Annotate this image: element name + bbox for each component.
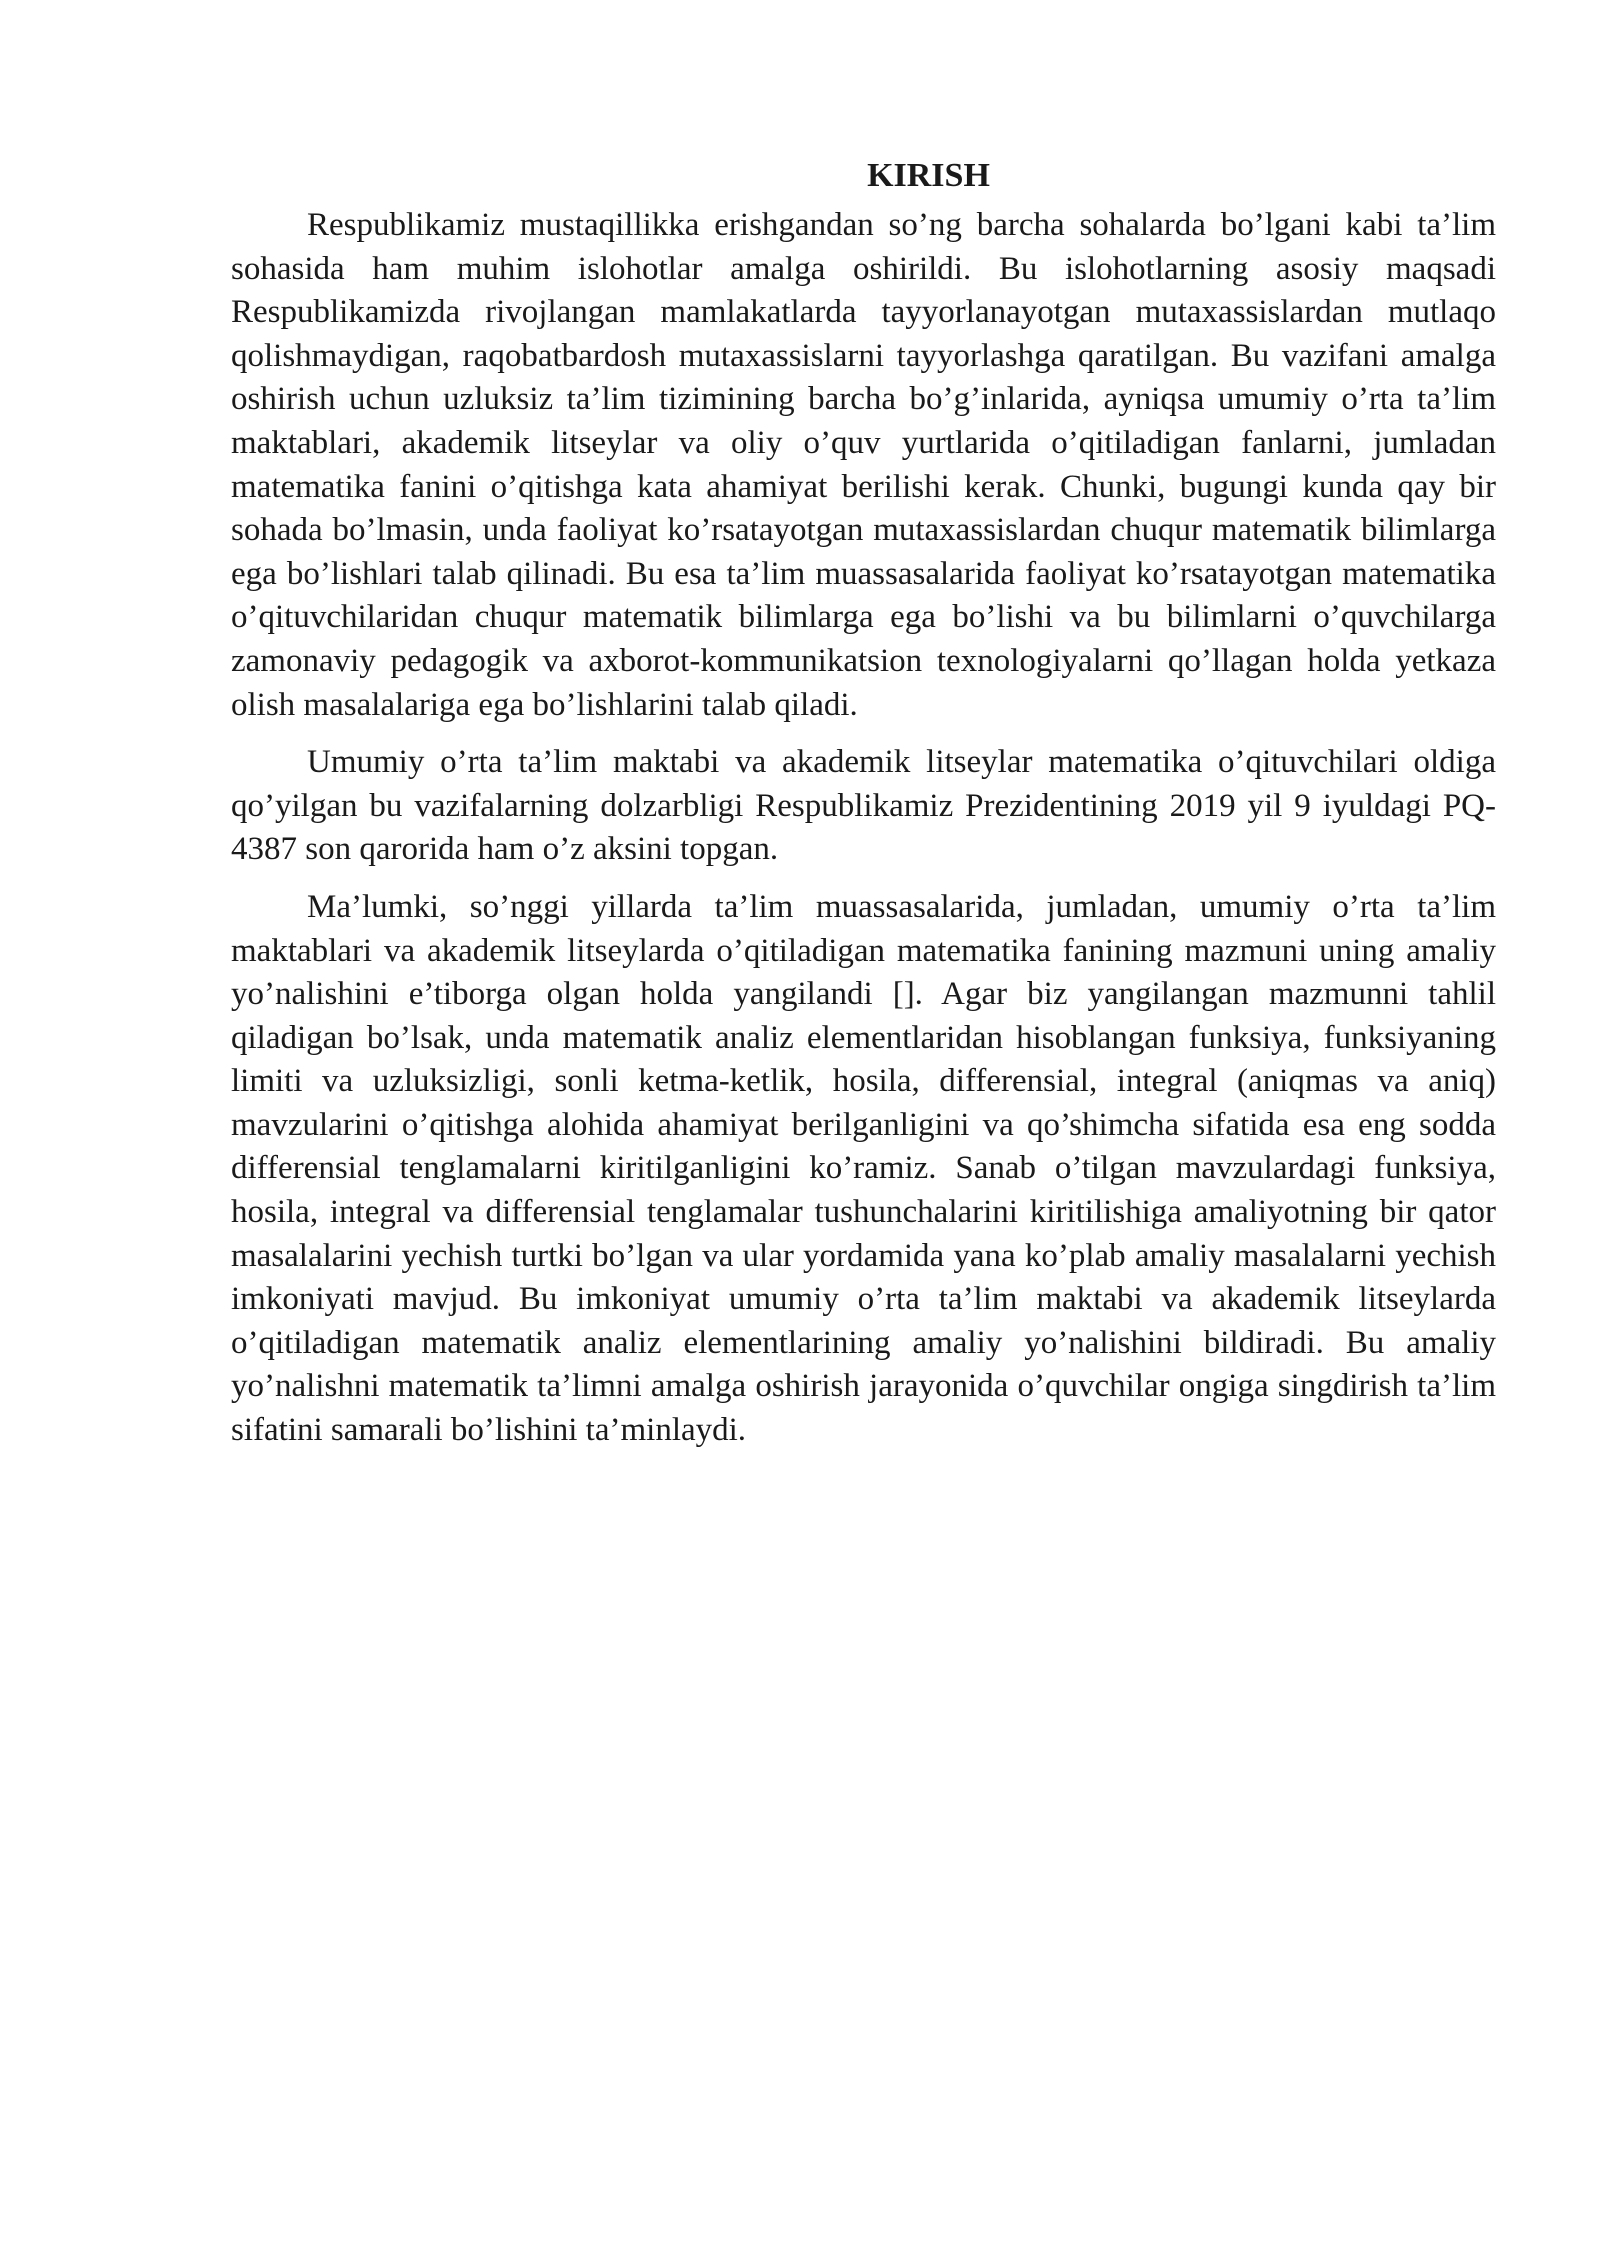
paragraph-1: Respublikamiz mustaqillikka erishgandan so’ng barcha sohalarda bo’lgani kabi ta’lim sohasida ham muhim islohotlar amalga oshirildi. Bu islohotlarning asosiy maqsadi Respublikamizda rivojlangan mamlakatlarda tayyorlanayotgan mutaxassislardan mutlaqo qolishmaydigan, raqobatbardosh mutaxassislarni tayyorlashga qaratilgan. Bu vazifani amalga oshirish uchun uzluksiz ta’lim tizimining barcha bo’g’inlarida, ayniqsa umumiy o’rta ta’lim maktablari, akademik litseylar va oliy o’quv yurtlarida o’qitiladigan fanlarni, jumladan matematika fanini o’qitishga kata ahamiyat berilishi kerak. Chunki, bugungi kunda qay bir sohada bo’lmasin, unda faoliyat ko’rsatayotgan mutaxassislardan chuqur matematik bilimlarga ega bo’lishlari talab qilinadi. Bu esa ta’lim muassasalarida faoliyat ko’rsatayotgan matematika o’qituvchilaridan chuqur matematik bilimlarga ega bo’lishi va bu bilimlarni o’quvchilarga zamonaviy pedagogik va axborot-kommunikatsion texnologiyalarni qo’llagan holda yetkaza olish masalalariga ega bo’lishlarini talab qiladi. [231, 207, 1496, 723]
document-page [231, 148, 1496, 1467]
paragraph-3: Ma’lumki, so’nggi yillarda ta’lim muassasalarida, jumladan, umumiy o’rta ta’lim maktablari va akademik litseylarda o’qitiladigan matematika fanining mazmuni uning amaliy yo’nalishini e’tiborga olgan holda yangilandi []. Agar biz yangilangan mazmunni tahlil qiladigan bo’lsak, unda matematik analiz elementlaridan hisoblangan funksiya, funksiyaning limiti va uzluksizligi, sonli ketma-ketlik, hosila, differensial, integral (aniqmas va aniq) mavzularini o’qitishga alohida ahamiyat berilganligini va qo’shimcha sifatida esa eng sodda differensial tenglamalarni kiritilganligini ko’ramiz. Sanab o’tilgan mavzulardagi funksiya, hosila, integral va differensial tenglamalar tushunchalarini kiritilishiga amaliyotning bir qator masalalarini yechish turtki bo’lgan va ular yordamida yana ko’plab amaliy masalalarni yechish imkoniyati mavjud. Bu imkoniyat umumiy o’rta ta’lim maktabi va akademik litseylarda o’qitiladigan matematik analiz elementlarining amaliy yo’nalishini bildiradi. Bu amaliy yo’nalishni matematik ta’limni amalga oshirish jarayonida o’quvchilar ongiga singdirish ta’lim sifatini samarali bo’lishini ta’minlaydi. [231, 888, 1496, 1449]
document-title: KIRISH [867, 157, 990, 194]
paragraph-2: Umumiy o’rta ta’lim maktabi va akademik litseylar matematika o’qituvchilari oldiga qo’yilgan bu vazifalarning dolzarbligi Respublikamiz Prezidentining 2019 yil 9 iyuldagi PQ-4387 son qarorida ham o’z aksini topgan. [231, 744, 1496, 868]
